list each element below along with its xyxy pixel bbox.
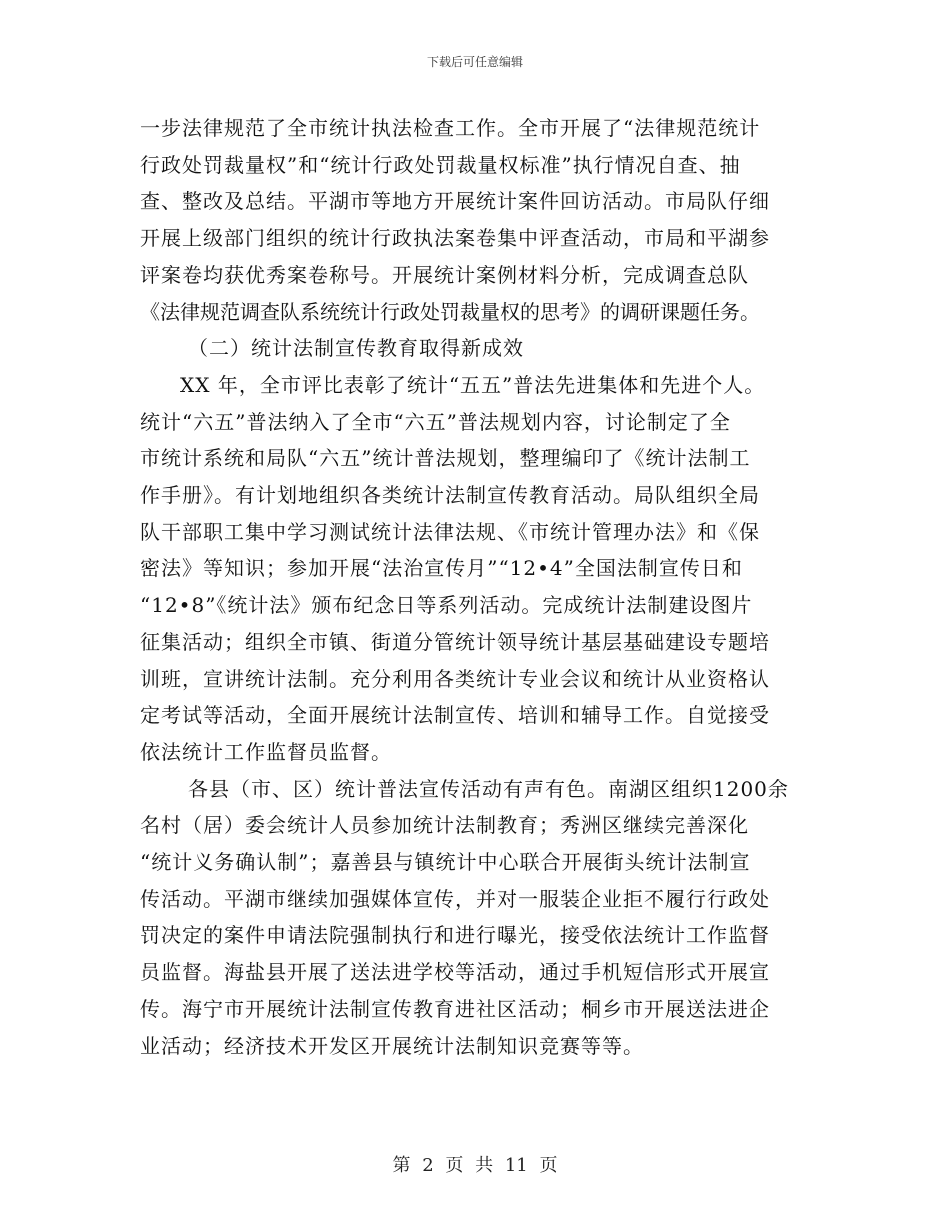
text-line: 征集活动；组织全市镇、街道分管统计领导统计基层基础建设专题培 xyxy=(140,629,770,654)
text-line: 训班，宣讲统计法制。充分利用各类统计专业会议和统计从业资格认 xyxy=(140,666,770,691)
text-line: “统计义务确认制”；嘉善县与镇统计中心联合开展街头统计法制宣 xyxy=(140,850,751,875)
text-line: 传活动。平湖市继续加强媒体宣传，并对一服装企业拒不履行行政处 xyxy=(140,886,770,911)
text-line: XX 年，全市评比表彰了统计“五五”普法先进集体和先进个人。 xyxy=(180,372,766,397)
text-line: 员监督。海盐县开展了送法进学校等活动，通过手机短信形式开展宣 xyxy=(140,960,770,985)
text-line: 罚决定的案件申请法院强制执行和进行曝光，接受依法统计工作监督 xyxy=(140,923,770,948)
text-line: 名村（居）委会统计人员参加统计法制教育；秀洲区继续完善深化 xyxy=(140,813,749,838)
text-line: 定考试等活动，全面开展统计法制宣传、培训和辅导工作。自觉接受 xyxy=(140,703,770,728)
page-header: 下载后可任意编辑 xyxy=(426,55,523,69)
page-number-footer: 第 2 页 共 11 页 xyxy=(392,1155,558,1176)
text-line: 评案卷均获优秀案卷称号。开展统计案例材料分析，完成调查总队 xyxy=(140,262,749,287)
text-line: 业活动；经济技术开发区开展统计法制知识竞赛等等。 xyxy=(140,1033,644,1058)
text-line: 传。海宁市开展统计法制宣传教育进社区活动；桐乡市开展送法进企 xyxy=(140,996,770,1021)
text-line: 开展上级部门组织的统计行政执法案卷集中评查活动，市局和平湖参 xyxy=(140,226,770,251)
text-line: “12•8”《统计法》颁布纪念日等系列活动。完成统计法制建设图片 xyxy=(140,593,753,618)
text-line: 作手册》。有计划地组织各类统计法制宣传教育活动。局队组织全局 xyxy=(140,483,760,508)
text-line: 统计“六五”普法纳入了全市“六五”普法规划内容，讨论制定了全 xyxy=(140,409,731,434)
text-line: 《法律规范调查队系统统计行政处罚裁量权的思考》的调研课题任务。 xyxy=(140,299,760,324)
text-line: 市统计系统和局队“六五”统计普法规划，整理编印了《统计法制工 xyxy=(140,446,751,471)
text-line: 一步法律规范了全市统计执法检查工作。全市开展了“法律规范统计 xyxy=(140,116,761,140)
text-line: 密法》等知识；参加开展“法治宣传月”“12•4”全国法制宣传日和 xyxy=(140,556,743,581)
text-line: 查、整改及总结。平湖市等地方开展统计案件回访活动。市局队仔细 xyxy=(140,189,770,214)
text-line: 各县（市、区）统计普法宣传活动有声有色。南湖区组织1200余 xyxy=(188,776,789,801)
section-heading: （二）统计法制宣传教育取得新成效 xyxy=(188,336,524,361)
document-body xyxy=(140,110,820,1064)
text-line: 行政处罚裁量权”和“统计行政处罚裁量权标准”执行情况自查、抽 xyxy=(140,152,741,177)
text-line: 队干部职工集中学习测试统计法律法规、《市统计管理办法》和《保 xyxy=(140,519,760,544)
text-line: 依法统计工作监督员监督。 xyxy=(140,739,392,764)
